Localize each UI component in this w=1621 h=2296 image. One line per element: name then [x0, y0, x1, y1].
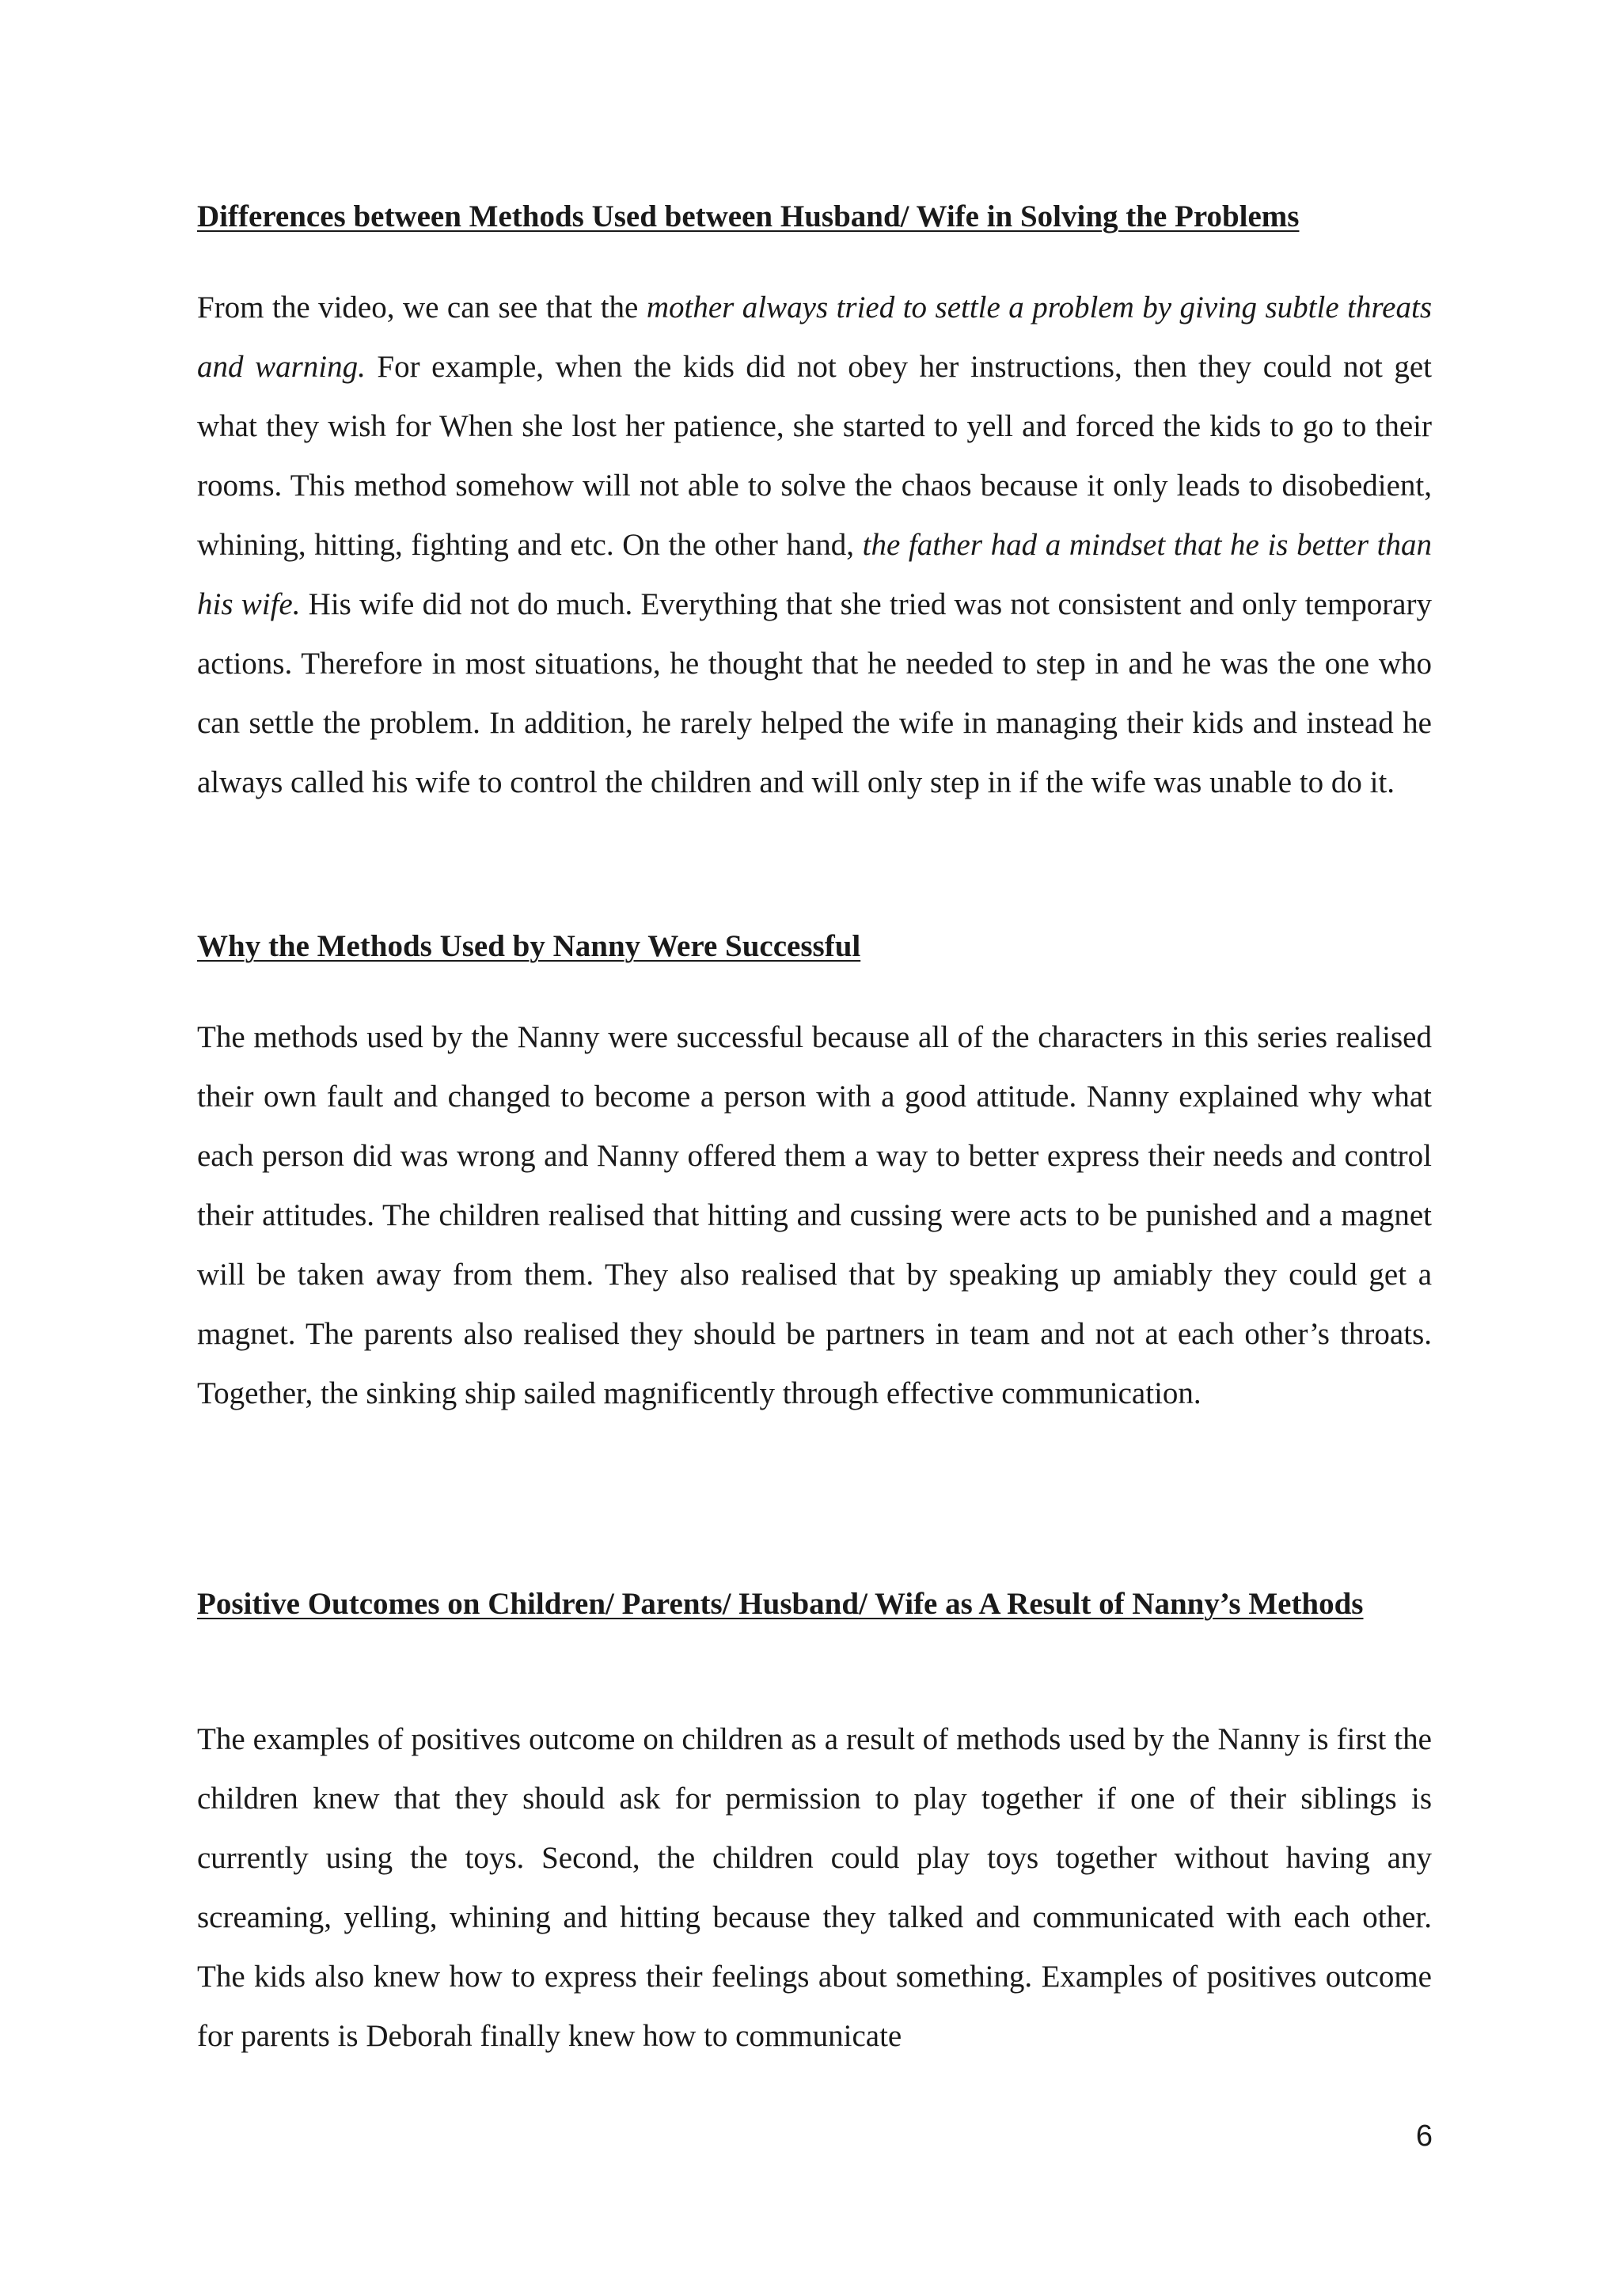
italic-emphasis-mother: mother always tried to settle a problem by giving subtle threats and warning.	[197, 290, 1433, 384]
section-heading-positive-outcomes: Positive Outcomes on Children/ Parents/ Husband/ Wife as A Result of Nanny’s Methods	[197, 1587, 1364, 1621]
section-paragraph-why-successful: The methods used by the Nanny were successful because all of the characters in this series realised their own fault and changed to become a person with a good attitude. Nanny explained why what each person did was wrong and Nanny offered them a way to better express their needs and control their attitudes. The children realised that hitting and cussing were acts to be punished and a magnet will be taken away from them. They also realised that by speaking up amiably they could get a magnet. The parents also realised they should be partners in team and not at each other’s throats. Together, the sinking ship sailed magnificently through effective communication.	[197, 1020, 1432, 1410]
page-number: 6	[1415, 2120, 1433, 2153]
paragraph-text: From the video, we can see that the	[197, 290, 647, 324]
section-heading-why-successful: Why the Methods Used by Nanny Were Successful	[197, 929, 861, 963]
paragraph-text: His wife did not do much. Everything that she tried was not consistent and only temporary actions. Therefore in most situations, he thought that he needed to step in and he was the one who can settle the problem. In addition, he rarely helped the wife in managing their kids and instead he always called his wife to control the children and will only step in if the wife was unable to do it.	[197, 587, 1432, 799]
paragraph-text: For example, when the kids did not obey her instructions, then they could not get what they wish for When she lost her patience, she started to yell and forced the kids to go to their rooms. This method somehow will not able to solve the chaos because it only leads to disobedient, whining, hitting, fighting and etc. On the other hand,	[197, 350, 1432, 562]
section-paragraph-positive-outcomes: The examples of positives outcome on children as a result of methods used by the Nanny is first the children knew that they should ask for permission to play together if one of their siblings is currently using the toys. Second, the children could play toys together without having any screaming, yelling, whining and hitting because they talked and communicated with each other. The kids also knew how to express their feelings about something. Examples of positives outcome for parents is Deborah finally knew how to communicate	[197, 1722, 1432, 2053]
section-paragraph-differences	[197, 278, 1432, 812]
section-heading-differences: Differences between Methods Used between Husband/ Wife in Solving the Problems	[197, 199, 1300, 233]
italic-emphasis-father: the father had a mindset that he is better than his wife.	[197, 528, 1432, 621]
